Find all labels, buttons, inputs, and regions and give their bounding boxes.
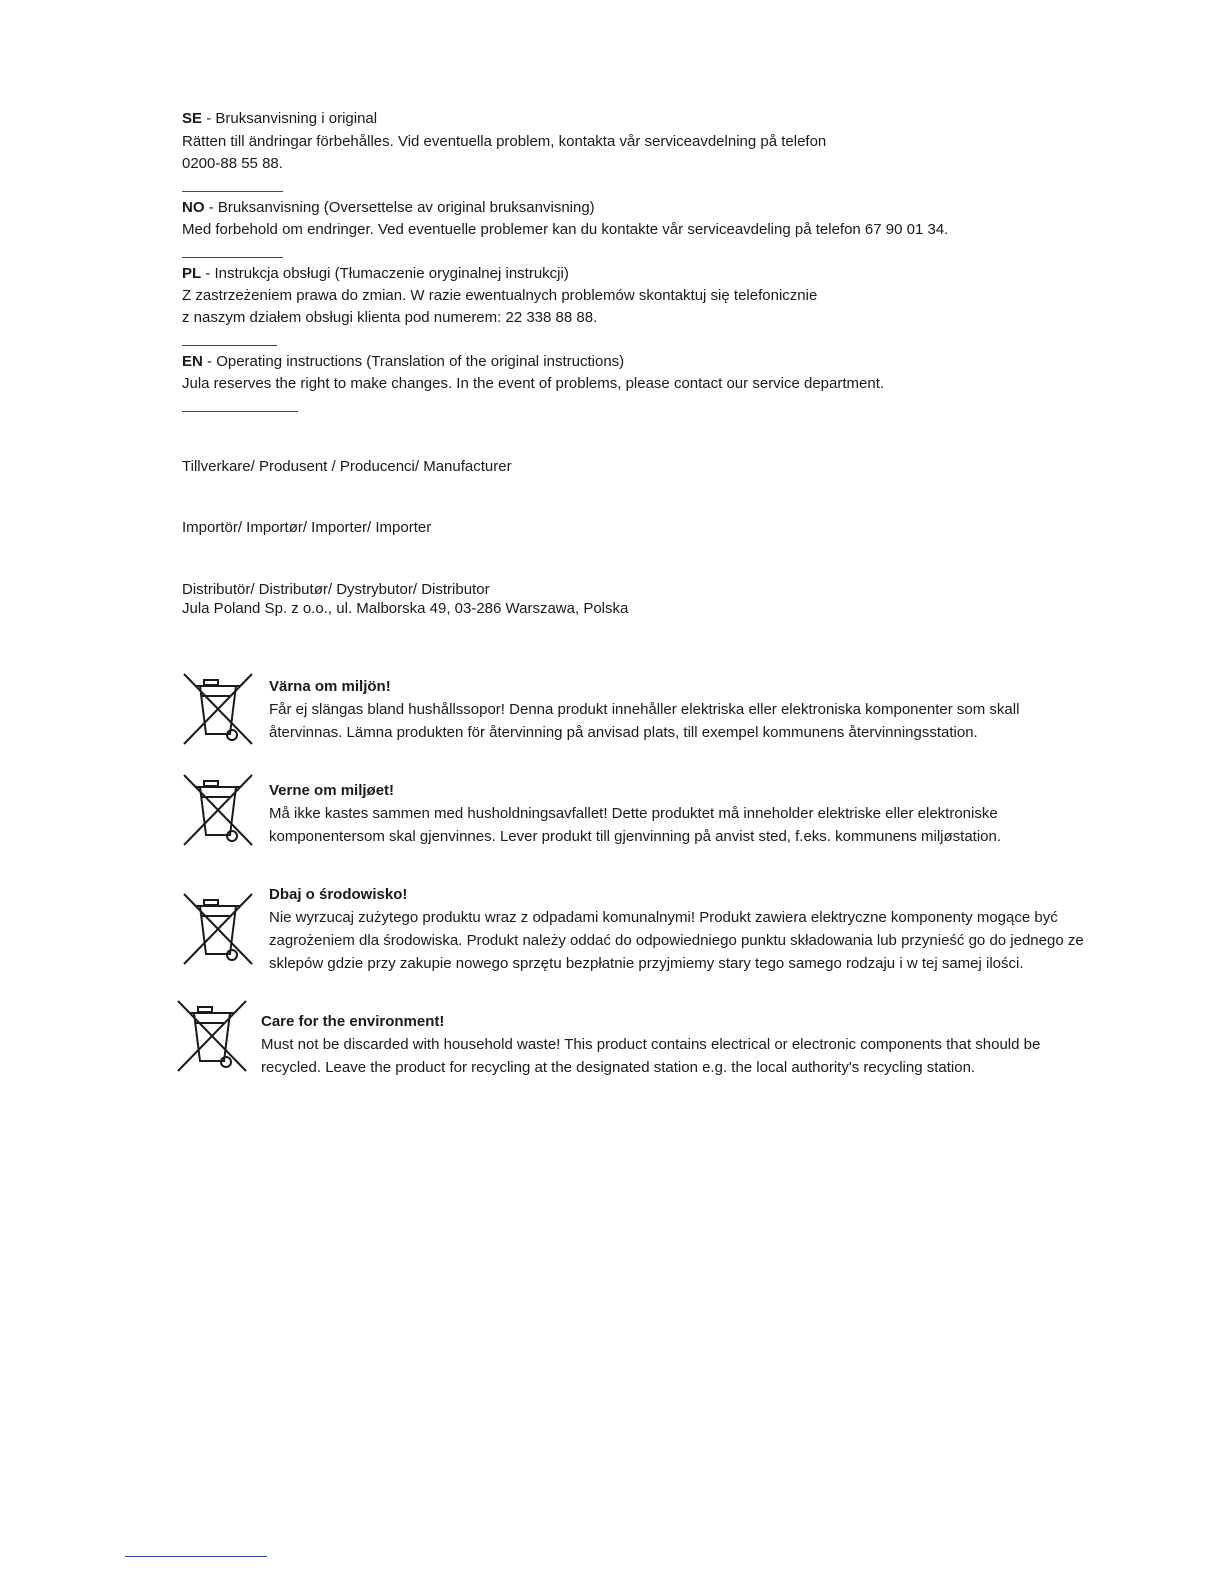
lang-text-en-1: Jula reserves the right to make changes. In the event of problems, please contact our service department.: [182, 375, 885, 392]
separator: -: [207, 353, 213, 370]
weee-text-se: [269, 698, 1019, 744]
weee-text-line: zagrożeniem dla środowiska. Produkt należy oddać do odpowiedniego punktu składowania lub przynieść go do jednego ze: [269, 932, 1084, 949]
lang-title-pl: Instrukcja obsługi (Tłumaczenie oryginalnej instrukcji): [214, 265, 569, 282]
blue-rule: [182, 345, 277, 346]
lang-header-no: [182, 197, 595, 219]
weee-title-en: Care for the environment!: [261, 1013, 445, 1030]
blue-rule: [182, 411, 298, 412]
lang-text-pl-2: z naszym działem obsługi klienta pod numerem: 22 338 88 88.: [182, 309, 598, 326]
crossed-out-bin-icon: [182, 892, 254, 966]
weee-text-line: återvinnas. Lämna produkten för återvinning på anvisad plats, till exempel kommunens återvinningsstation.: [269, 724, 978, 741]
lang-code-se: SE: [182, 110, 203, 127]
lang-title-en: Operating instructions (Translation of the original instructions): [216, 353, 625, 370]
lang-title-se: Bruksanvisning i original: [215, 110, 378, 127]
weee-text-line: Må ikke kastes sammen med husholdningsavfallet! Dette produktet må inneholder elektriske eller elektroniske: [269, 805, 998, 822]
weee-text-line: Must not be discarded with household waste! This product contains electrical or electronic components that should be: [261, 1036, 1041, 1053]
lang-code-pl: PL: [182, 265, 202, 282]
weee-title-pl: Dbaj o środowisko!: [269, 886, 408, 903]
crossed-out-bin-icon: [182, 773, 254, 847]
lang-title-no: Bruksanvisning (Oversettelse av original bruksanvisning): [217, 199, 595, 216]
separator: -: [208, 199, 214, 216]
crossed-out-bin-icon: [176, 999, 248, 1073]
weee-text-line: sklepów gdzie przy zakupie nowego sprzętu bezpłatnie przyjmiemy stary tego samego rodzaju i w tej samej ilości.: [269, 955, 1024, 972]
lang-header-se: [182, 108, 377, 130]
weee-text-line: recycled. Leave the product for recycling at the designated station e.g. the local authority's recycling station.: [261, 1059, 976, 1076]
lang-code-no: NO: [182, 199, 205, 216]
lang-text-se-2: 0200-88 55 88.: [182, 155, 283, 172]
distributor-label: Distributör/ Distributør/ Dystrybutor/ Distributor: [182, 581, 490, 598]
lang-text-pl-1: Z zastrzeżeniem prawa do zmian. W razie ewentualnych problemów skontaktuj się telefonicznie: [182, 287, 818, 304]
manufacturer-label: Tillverkare/ Produsent / Producenci/ Manufacturer: [182, 458, 512, 475]
crossed-out-bin-icon: [182, 672, 254, 746]
importer-label: Importör/ Importør/ Importer/ Importer: [182, 519, 432, 536]
weee-title-no: Verne om miljøet!: [269, 782, 395, 799]
lang-header-en: [182, 351, 624, 373]
lang-code-en: EN: [182, 353, 203, 370]
weee-text-line: Får ej slängas bland hushållssopor! Denna produkt innehåller elektriska eller elektroniska komponenter som skall: [269, 701, 1020, 718]
weee-text-pl: [269, 906, 1084, 975]
blue-rule: [182, 257, 283, 258]
footer-rule: [125, 1556, 267, 1557]
weee-text-line: komponentersom skal gjenvinnes. Lever produkt till gjenvinning på anvist sted, f.eks. kommunens miljøstation.: [269, 828, 1002, 845]
weee-text-no: [269, 802, 1001, 848]
distributor-address: Jula Poland Sp. z o.o., ul. Malborska 49, 03-286 Warszawa, Polska: [182, 600, 629, 617]
separator: -: [206, 110, 212, 127]
weee-title-se: Värna om miljön!: [269, 678, 391, 695]
weee-text-en: [261, 1033, 1040, 1079]
separator: -: [205, 265, 211, 282]
blue-rule: [182, 191, 283, 192]
lang-header-pl: [182, 263, 569, 285]
lang-text-se-1: Rätten till ändringar förbehålles. Vid eventuella problem, kontakta vår serviceavdelning på telefon: [182, 133, 827, 150]
lang-text-no-1: Med forbehold om endringer. Ved eventuelle problemer kan du kontakte vår serviceavdeling på telefon 67 90 01 34.: [182, 221, 949, 238]
weee-text-line: Nie wyrzucaj zużytego produktu wraz z odpadami komunalnymi! Produkt zawiera elektryczne komponenty mogące być: [269, 909, 1058, 926]
